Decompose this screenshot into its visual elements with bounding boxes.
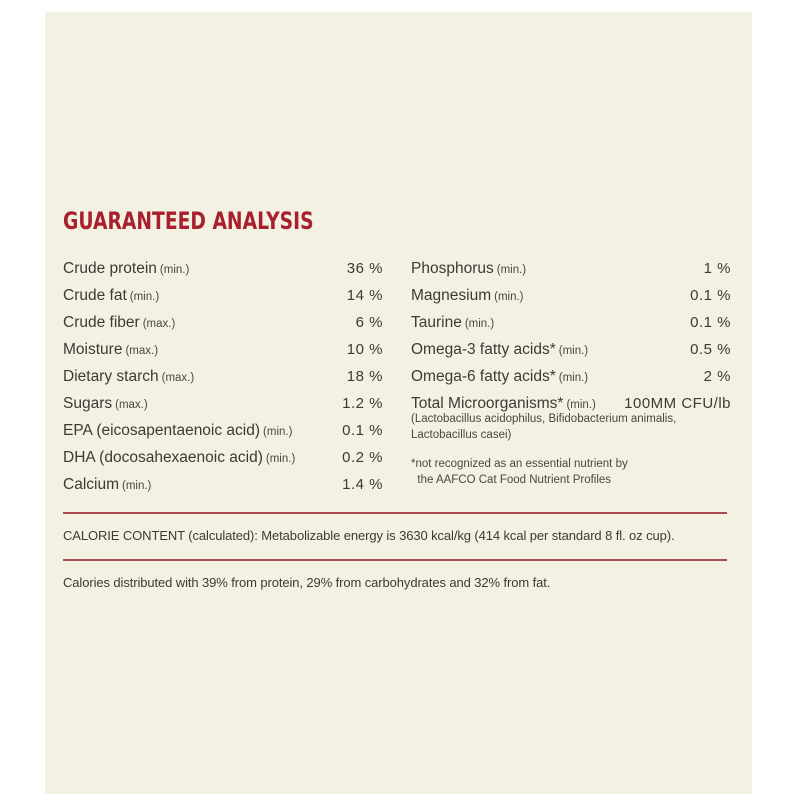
nutrient-row (63, 336, 383, 363)
nutrient-name: Crude fiber (63, 314, 140, 331)
nutrient-name: Omega-6 fatty acids* (411, 368, 556, 385)
nutrient-qualifier: (min.) (129, 291, 160, 303)
nutrient-column-right (411, 255, 731, 488)
nutrient-name: DHA (docosahexaenoic acid) (63, 449, 263, 466)
calorie-distribution: Calories distributed with 39% from protein, 29% from carbohydrates and 32% from fat. (63, 575, 551, 590)
nutrient-name: EPA (eicosapentaenoic acid) (63, 422, 261, 439)
divider-rule (63, 559, 727, 561)
nutrient-qualifier: (max.) (125, 345, 159, 357)
nutrient-value: 0.2 % (342, 449, 383, 466)
nutrient-name: Dietary starch (63, 368, 159, 385)
nutrient-qualifier: (min.) (496, 264, 527, 276)
nutrient-row (63, 390, 383, 417)
nutrient-row (63, 471, 383, 498)
nutrient-row (411, 309, 731, 336)
strains-line: (Lactobacillus acidophilus, Bifidobacterium animalis, (411, 413, 677, 425)
nutrient-value: 0.1 % (690, 314, 731, 331)
nutrient-row (63, 309, 383, 336)
nutrient-row (411, 282, 731, 309)
nutrient-value: 100MM CFU/lb (624, 395, 731, 412)
nutrient-name: Total Microorganisms* (411, 395, 564, 412)
nutrient-qualifier: (min.) (558, 372, 589, 384)
nutrient-value: 14 % (346, 287, 383, 304)
nutrient-value: 1 % (703, 260, 731, 277)
nutrient-value: 10 % (346, 341, 383, 358)
aafco-footnote (411, 456, 731, 488)
nutrient-row (63, 255, 383, 282)
nutrient-name: Magnesium (411, 287, 492, 304)
divider-rule (63, 512, 727, 514)
nutrient-qualifier: (min.) (494, 291, 524, 303)
nutrient-qualifier: (min.) (566, 399, 596, 411)
nutrient-value: 0.5 % (690, 341, 731, 358)
nutrient-value: 0.1 % (690, 287, 731, 304)
nutrient-name: Taurine (411, 314, 462, 331)
nutrient-name: Crude fat (63, 287, 127, 304)
nutrient-qualifier: (max.) (161, 372, 195, 384)
nutrient-qualifier: (min.) (265, 453, 296, 465)
nutrient-qualifier: (min.) (263, 426, 293, 438)
nutrient-value: 0.1 % (342, 422, 383, 439)
nutrient-qualifier: (min.) (464, 318, 495, 330)
nutrient-row (63, 417, 383, 444)
strains-line: Lactobacillus casei) (411, 429, 512, 441)
nutrient-name: Calcium (63, 476, 119, 493)
nutrient-value: 6 % (355, 314, 383, 331)
nutrient-value: 1.4 % (342, 476, 383, 493)
nutrient-row (411, 363, 731, 390)
nutrient-row (411, 255, 731, 282)
nutrient-row (63, 282, 383, 309)
nutrient-name: Sugars (63, 395, 113, 412)
nutrient-row (63, 363, 383, 390)
nutrient-qualifier: (min.) (558, 345, 589, 357)
nutrient-name: Crude protein (63, 260, 157, 277)
calorie-content: CALORIE CONTENT (calculated): Metabolizable energy is 3630 kcal/kg (414 kcal per standard 8 fl. oz cup). (63, 528, 675, 543)
nutrient-value: 36 % (346, 260, 383, 277)
nutrient-column-left (63, 255, 383, 498)
nutrient-row (63, 444, 383, 471)
footnote-line: *not recognized as an essential nutrient by (411, 458, 628, 470)
nutrient-value: 2 % (703, 368, 731, 385)
nutrient-qualifier: (max.) (142, 318, 176, 330)
nutrient-name: Moisture (63, 341, 123, 358)
nutrient-qualifier: (max.) (115, 399, 148, 411)
nutrient-qualifier: (min.) (159, 264, 190, 276)
footnote-line: the AAFCO Cat Food Nutrient Profiles (417, 474, 612, 486)
nutrient-name: Phosphorus (411, 260, 494, 277)
guaranteed-analysis-heading: GUARANTEED ANALYSIS (63, 207, 314, 235)
nutrient-qualifier: (min.) (121, 480, 152, 492)
nutrient-value: 1.2 % (342, 395, 383, 412)
nutrient-name: Omega-3 fatty acids* (411, 341, 556, 358)
nutrient-row (411, 336, 731, 363)
nutrient-value: 18 % (346, 368, 383, 385)
